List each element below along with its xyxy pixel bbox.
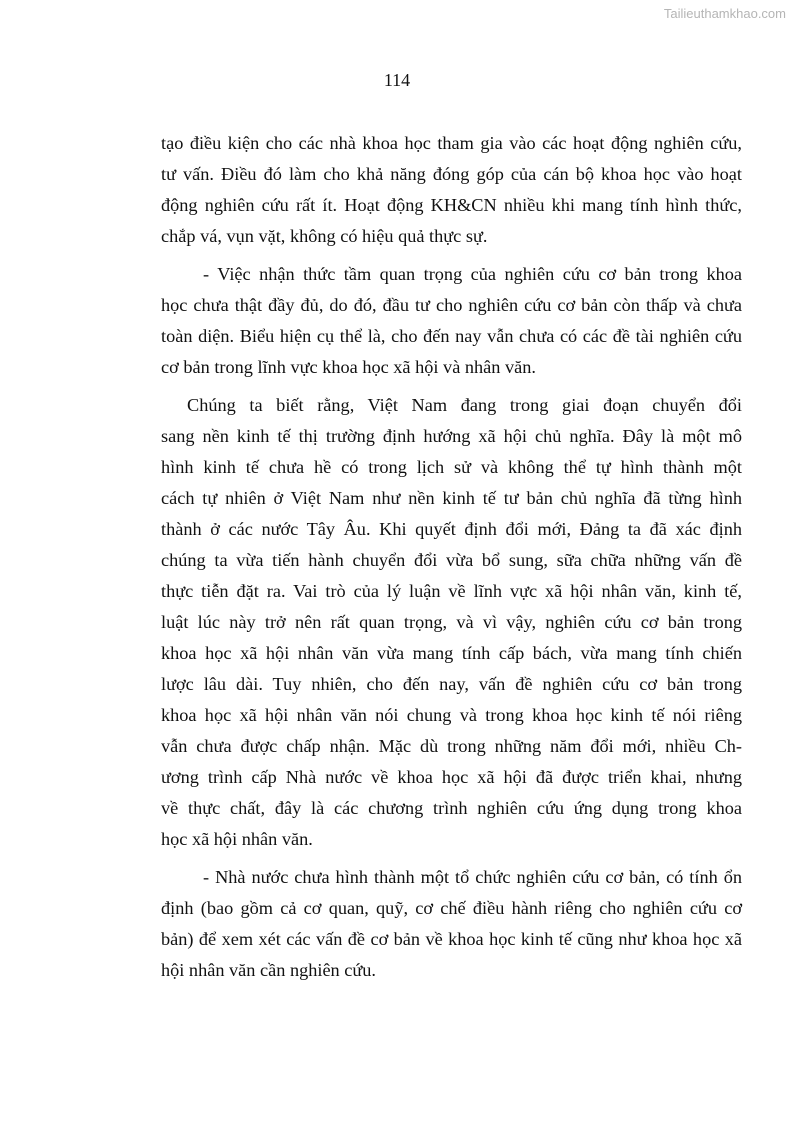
text-line: - Nhà nước chưa hình thành một tổ chức nghiên cứu cơ bản, có tính ổn (203, 867, 742, 887)
text-line: về thực chất, đây là các chương trình nghiên cứu ứng dụng trong khoa (161, 798, 742, 818)
text-line: toàn diện. Biểu hiện cụ thể là, cho đến nay vẫn chưa có các đề tài nghiên cứu (161, 326, 742, 346)
text-line: chắp vá, vụn vặt, không có hiệu quả thực sự. (161, 226, 488, 246)
text-line: động nghiên cứu rất ít. Hoạt động KH&CN nhiều khi mang tính hình thức, (161, 195, 742, 215)
text-line: cách tự nhiên ở Việt Nam như nền kinh tế tư bản chủ nghĩa đã từng hình (161, 488, 742, 508)
text-line: luật lúc này trở nên rất quan trọng, và vì vậy, nghiên cứu cơ bản trong (161, 612, 742, 632)
text-line: hình kinh tế chưa hề có trong lịch sử và không thể tự hình thành một (161, 457, 742, 477)
text-line: định (bao gồm cả cơ quan, quỹ, cơ chế điều hành riêng cho nghiên cứu cơ (161, 898, 742, 918)
text-line: học chưa thật đầy đủ, do đó, đầu tư cho nghiên cứu cơ bản còn thấp và chưa (161, 295, 742, 315)
text-line: chúng ta vừa tiến hành chuyển đổi vừa bổ sung, sữa chữa những vấn đề (161, 550, 742, 570)
paragraph (161, 862, 742, 986)
text-line: khoa học xã hội nhân văn vừa mang tính cấp bách, vừa mang tính chiến (161, 643, 742, 663)
page-number: 114 (383, 70, 411, 90)
paragraph (161, 259, 742, 383)
watermark: Tailieuthamkhao.com (663, 6, 786, 21)
paragraph (161, 128, 742, 252)
text-line: sang nền kinh tế thị trường định hướng xã hội chủ nghĩa. Đây là một mô (161, 426, 742, 446)
text-line: lược lâu dài. Tuy nhiên, cho đến nay, vấn đề nghiên cứu cơ bản trong (161, 674, 742, 694)
text-line: học xã hội nhân văn. (161, 829, 313, 849)
document-body (161, 128, 742, 993)
text-line: tạo điều kiện cho các nhà khoa học tham gia vào các hoạt động nghiên cứu, (161, 133, 742, 153)
text-line: Chúng ta biết rằng, Việt Nam đang trong giai đoạn chuyển đổi (187, 395, 742, 415)
text-line: thành ở các nước Tây Âu. Khi quyết định đổi mới, Đảng ta đã xác định (161, 519, 742, 539)
text-line: - Việc nhận thức tầm quan trọng của nghiên cứu cơ bản trong khoa (203, 264, 742, 284)
text-line: thực tiễn đặt ra. Vai trò của lý luận về lĩnh vực xã hội nhân văn, kinh tế, (161, 581, 742, 601)
text-line: vẫn chưa được chấp nhận. Mặc dù trong những năm đổi mới, nhiều Ch- (161, 736, 742, 756)
text-line: ương trình cấp Nhà nước về khoa học xã hội đã được triển khai, nhưng (161, 767, 742, 787)
text-line: tư vấn. Điều đó làm cho khả năng đóng góp của cán bộ khoa học vào hoạt (161, 164, 742, 184)
text-line: hội nhân văn cần nghiên cứu. (161, 960, 377, 980)
paragraph (161, 390, 742, 855)
text-line: cơ bản trong lĩnh vực khoa học xã hội và nhân văn. (161, 357, 536, 377)
text-line: khoa học xã hội nhân văn nói chung và trong khoa học kinh tế nói riêng (161, 705, 742, 725)
text-line: bản) để xem xét các vấn đề cơ bản về khoa học kinh tế cũng như khoa học xã (161, 929, 742, 949)
